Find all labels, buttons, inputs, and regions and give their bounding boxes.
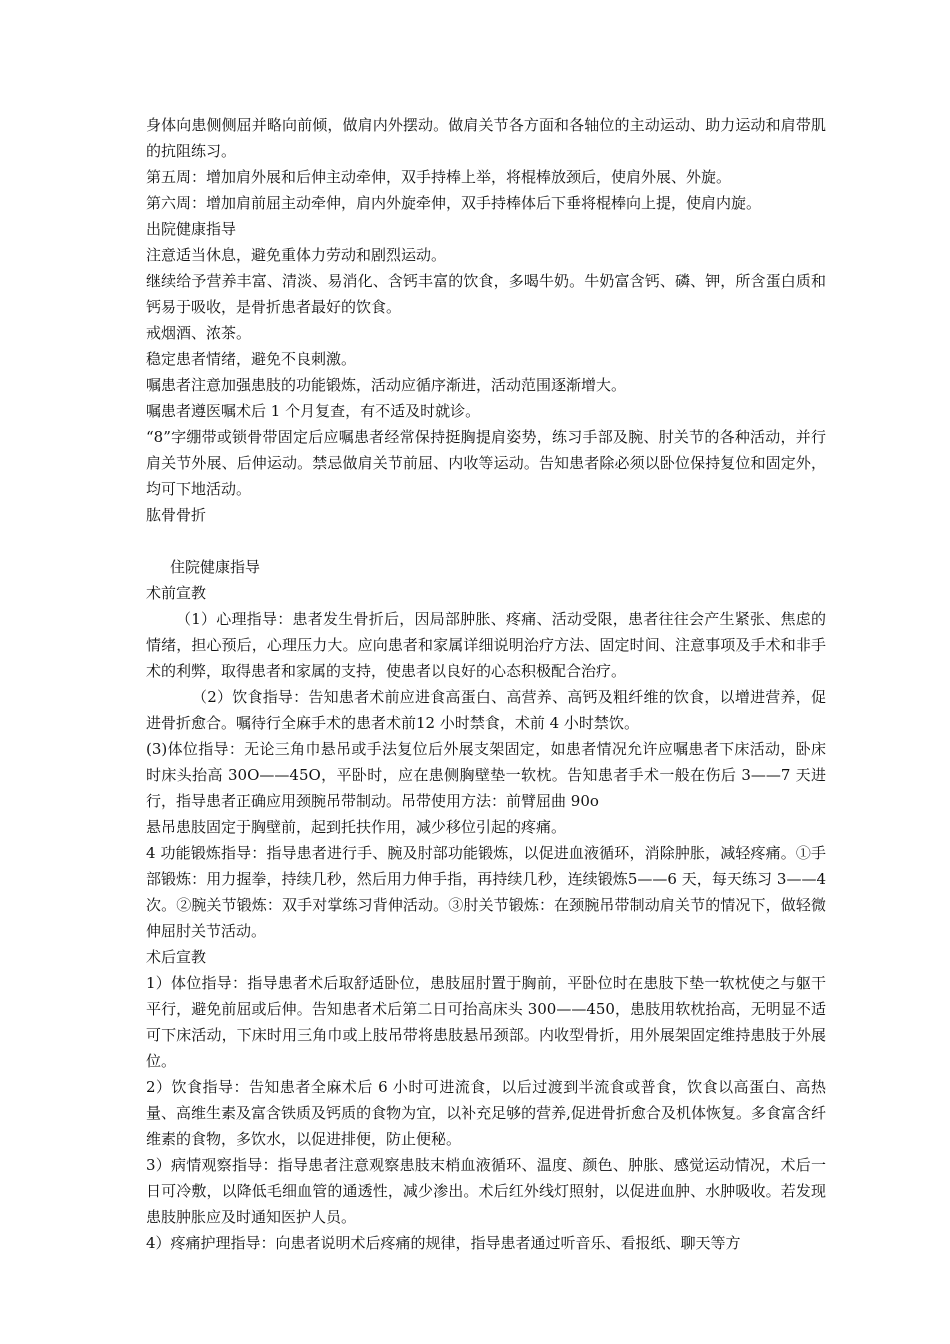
paragraph: 4 功能锻炼指导：指导患者进行手、腕及肘部功能锻炼，以促进血液循环，消除肿胀，减轻疼痛。①手部锻炼：用力握拳，持续几秒，然后用力伸手指，再持续几秒，连续锻炼5——6 天，每天练习 3——4 次。②腕关节锻炼：双手对掌练习背伸活动。③肘关节锻炼：在颈腕吊带制动肩关节的情况下，做轻微伸屈肘关节活动。 [146, 844, 826, 940]
paragraph: （1）心理指导：患者发生骨折后，因局部肿胀、疼痛、活动受限，患者往往会产生紧张、焦虑的情绪，担心预后，心理压力大。应向患者和家属详细说明治疗方法、固定时间、注意事项及手术和非手术的利弊，取得患者和家属的支持，使患者以良好的心态积极配合治疗。 [146, 610, 826, 680]
paragraph: 4）疼痛护理指导：向患者说明术后疼痛的规律，指导患者通过听音乐、看报纸、聊天等方 [146, 1234, 741, 1252]
paragraph: 悬吊患肢固定于胸壁前，起到托扶作用，减少移位引起的疼痛。 [146, 818, 567, 836]
section-heading: 术后宣教 [146, 948, 207, 966]
paragraph: 嘱患者遵医嘱术后 1 个月复查，有不适及时就诊。 [146, 402, 481, 420]
paragraph: 戒烟酒、浓茶。 [146, 324, 252, 342]
document-body [146, 112, 826, 1256]
paragraph: 3）病情观察指导：指导患者注意观察患肢末梢血液循环、温度、颜色、肿胀、感觉运动情况，术后一日可冷敷，以降低毛细血管的通透性，减少渗出。术后红外线灯照射，以促进血肿、水肿吸收。若发现患肢肿胀应及时通知医护人员。 [146, 1156, 826, 1226]
paragraph: 第五周：增加肩外展和后伸主动牵伸，双手持棒上举，将棍棒放颈后，使肩外展、外旋。 [146, 168, 732, 186]
paragraph: (3)体位指导：无论三角巾悬吊或手法复位后外展支架固定，如患者情况允许应嘱患者下床活动，卧床时床头抬高 30O——45O，平卧时，应在患侧胸壁垫一软枕。告知患者手术一般在伤后 3——7 天进行，指导患者正确应用颈腕吊带制动。吊带使用方法：前臂屈曲 90o [146, 740, 826, 810]
paragraph: 注意适当休息，避免重体力劳动和剧烈运动。 [146, 246, 447, 264]
paragraph: 第六周：增加肩前屈主动牵伸，肩内外旋牵伸，双手持棒体后下垂将棍棒向上提，使肩内旋。 [146, 194, 762, 212]
section-heading: 出院健康指导 [146, 220, 237, 238]
paragraph: 继续给予营养丰富、清淡、易消化、含钙丰富的饮食，多喝牛奶。牛奶富含钙、磷、钾，所含蛋白质和钙易于吸收，是骨折患者最好的饮食。 [146, 272, 826, 316]
paragraph: “8”字绷带或锁骨带固定后应嘱患者经常保持挺胸提肩姿势，练习手部及腕、肘关节的各种活动，并行肩关节外展、后伸运动。禁忌做肩关节前屈、内收等运动。告知患者除必须以卧位保持复位和固定外，均可下地活动。 [146, 428, 826, 498]
paragraph: 1）体位指导：指导患者术后取舒适卧位，患肢屈肘置于胸前，平卧位时在患肢下垫一软枕使之与躯干平行，避免前屈或后伸。告知患者术后第二日可抬高床头 300——450，患肢用软枕抬高，无明显不适可下床活动，下床时用三角巾或上肢吊带将患肢悬吊颈部。内收型骨折，用外展架固定维持患肢于外展位。 [146, 974, 826, 1070]
paragraph: 2）饮食指导：告知患者全麻术后 6 小时可进流食，以后过渡到半流食或普食，饮食以高蛋白、高热量、高维生素及富含铁质及钙质的食物为宜，以补充足够的营养,促进骨折愈合及机体恢复。多食富含纤维素的食物，多饮水，以促进排便，防止便秘。 [146, 1078, 826, 1148]
section-heading: 术前宣教 [146, 584, 207, 602]
paragraph: （2）饮食指导：告知患者术前应进食高蛋白、高营养、高钙及粗纤维的饮食，以增进营养，促进骨折愈合。嘱待行全麻手术的患者术前12 小时禁食，术前 4 小时禁饮。 [146, 688, 826, 732]
blank-line [146, 528, 826, 554]
paragraph: 嘱患者注意加强患肢的功能锻炼，活动应循序渐进，活动范围逐渐增大。 [146, 376, 627, 394]
section-heading: 肱骨骨折 [146, 506, 207, 524]
section-heading: 住院健康指导 [170, 558, 261, 576]
paragraph: 身体向患侧侧屈并略向前倾，做肩内外摆动。做肩关节各方面和各轴位的主动运动、助力运动和肩带肌的抗阻练习。 [146, 116, 826, 160]
paragraph: 稳定患者情绪，避免不良刺激。 [146, 350, 357, 368]
